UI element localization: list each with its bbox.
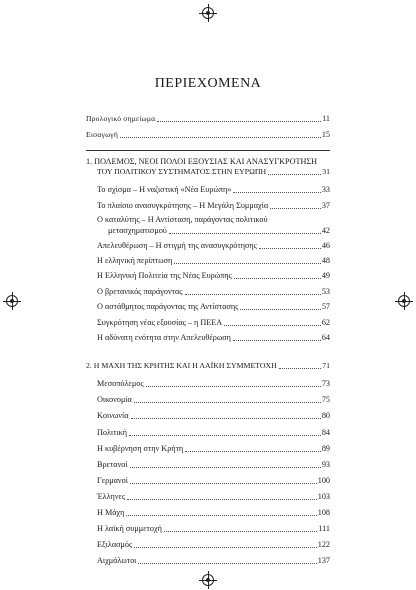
toc-entry-page: 93 — [321, 460, 330, 469]
toc-entry — [97, 540, 330, 550]
toc-entry-label: Απελευθέρωση – Η στιγμή της ανασυγκρότησης — [97, 241, 257, 250]
leader-dots — [270, 207, 321, 209]
chapter-2-page: 71 — [322, 361, 330, 370]
toc-entry — [97, 287, 330, 297]
toc-entry-page: 48 — [321, 256, 330, 265]
registration-mark-right — [398, 295, 410, 307]
toc-entry-label: Εισαγωγή — [86, 130, 119, 139]
toc-entry-label: Προλογικό σημείωμα — [86, 114, 156, 123]
toc-entry-page: 64 — [321, 333, 330, 342]
toc-entry-page: 122 — [317, 540, 330, 549]
toc-entry — [97, 201, 330, 211]
leader-dots — [259, 247, 321, 249]
leader-dots — [129, 434, 321, 436]
leader-dots — [279, 367, 321, 369]
toc-entry-page: 84 — [321, 428, 330, 437]
toc-entry-label: Οικονομία — [97, 395, 132, 404]
registration-mark-left — [6, 295, 18, 307]
leader-dots — [120, 136, 321, 138]
leader-dots — [169, 232, 321, 234]
leader-dots — [185, 293, 321, 295]
leader-dots — [134, 546, 316, 548]
toc-entry-label: Το σχίσμα – Η ναζιστική «Νέα Ευρώπη» — [97, 185, 232, 194]
leader-dots — [138, 562, 316, 564]
toc-entry-label: Γερμανοί — [97, 476, 128, 485]
toc-entry-page: 73 — [321, 379, 330, 388]
toc-entry — [97, 395, 330, 405]
toc-entry-label: Η ελληνική περίπτωση — [97, 256, 173, 265]
toc-entry-page: 46 — [321, 241, 330, 250]
toc-entry-page: 103 — [317, 492, 330, 501]
leader-dots — [268, 173, 321, 175]
toc-entry — [97, 492, 330, 502]
toc-entry-label-line2: μετασχηματισμού — [108, 226, 167, 235]
toc-entry-page: 15 — [321, 130, 330, 139]
toc-entry — [97, 241, 330, 251]
toc-entry-page: 42 — [321, 226, 330, 235]
toc-entry-page: 89 — [321, 444, 330, 453]
leader-dots — [233, 339, 321, 341]
leader-dots — [240, 308, 320, 310]
toc-entry — [97, 508, 330, 518]
toc-entry — [97, 556, 330, 566]
toc-entry — [97, 379, 330, 389]
leader-dots — [131, 417, 321, 419]
leader-dots — [234, 277, 321, 279]
chapter-1-heading — [97, 167, 330, 177]
leader-dots — [164, 530, 317, 532]
leader-dots — [157, 120, 321, 122]
toc-entry-label: Η Μάχη — [97, 508, 125, 517]
toc-entry-label: Πολιτική — [97, 428, 127, 437]
toc-entry-page: 137 — [317, 556, 330, 565]
leader-dots — [126, 514, 316, 516]
toc-entry — [97, 302, 330, 312]
leader-dots — [233, 191, 320, 193]
toc-entry-label: Κοινωνία — [97, 411, 129, 420]
toc-entry-label: Το πλαίσιο ανασυγκρότησης – Η Μεγάλη Συμμαχία — [97, 201, 269, 210]
toc-entry-page: 53 — [321, 287, 330, 296]
toc-entry-label: Η αδύνατη ενότητα στην Απελευθέρωση — [97, 333, 231, 342]
toc-entry — [97, 318, 330, 328]
toc-entry-label: Βρετανοί — [97, 460, 128, 469]
toc-entry-label: Η Ελληνική Πολιτεία της Νέας Ευρώπης — [97, 271, 232, 280]
toc-entry-page: 100 — [317, 476, 330, 485]
registration-mark-bottom — [202, 574, 214, 586]
toc-entry-page: 62 — [321, 318, 330, 327]
toc-entry — [97, 271, 330, 281]
toc-entry-label: Ο αστάθμητος παράγοντας της Αντίστασης — [97, 302, 239, 311]
leader-dots — [185, 450, 321, 452]
toc-entry — [97, 476, 330, 486]
toc-entry-label: Η λαϊκή συμμετοχή — [97, 524, 162, 533]
leader-dots — [130, 482, 317, 484]
toc-entry — [97, 256, 330, 266]
leader-dots — [127, 498, 317, 500]
toc-entry-label: Η κυβέρνηση στην Κρήτη — [97, 444, 184, 453]
toc-entry-page: 80 — [321, 411, 330, 420]
toc-entry — [97, 333, 330, 343]
chapter-1-page: 31 — [322, 167, 330, 176]
toc-entry-page: 108 — [317, 508, 330, 517]
page-title: ΠΕΡΙΕΧΟΜΕΝΑ — [154, 76, 262, 91]
toc-entry-label-line1: Ο καταλύτης – Η Αντίσταση, παράγοντας πολιτικού — [97, 215, 268, 224]
toc-entry-label: Ο βρετανικός παράγοντας — [97, 287, 183, 296]
toc-entry-label: Αιχμάλωτοι — [97, 556, 137, 565]
toc-entry-page: 37 — [321, 201, 330, 210]
leader-dots — [134, 401, 321, 403]
chapter-2-heading — [86, 361, 330, 371]
toc-entry — [97, 428, 330, 438]
toc-entry-introduction — [86, 130, 330, 140]
leader-dots — [146, 385, 321, 387]
leader-dots — [130, 466, 321, 468]
toc-entry — [97, 444, 330, 454]
toc-entry-label: Συγκρότηση νέας εξουσίας – η ΠΕΕΑ — [97, 318, 223, 327]
toc-entry-page: 11 — [322, 114, 330, 123]
toc-entry — [97, 524, 330, 534]
toc-entry-page: 111 — [318, 524, 330, 533]
toc-entry-prologue — [86, 114, 330, 124]
toc-entry — [97, 185, 330, 195]
chapter-2-title: 2. Η ΜΑΧΗ ΤΗΣ ΚΡΗΤΗΣ ΚΑΙ Η ΛΑΪΚΗ ΣΥΜΜΕΤΟΧΗ — [86, 361, 277, 370]
toc-entry — [97, 460, 330, 470]
toc-entry-page: 57 — [321, 302, 330, 311]
toc-entry-label: Εξιλασμός — [97, 540, 133, 549]
toc-entry — [108, 226, 330, 236]
registration-mark-top — [202, 7, 214, 19]
section-divider — [86, 150, 330, 151]
leader-dots — [224, 324, 321, 326]
toc-entry-label: Μεσοπόλεμος — [97, 379, 144, 388]
toc-entry-page: 75 — [321, 395, 330, 404]
toc-entry — [97, 411, 330, 421]
toc-entry-page: 49 — [321, 271, 330, 280]
chapter-1-title-line1: 1. ΠΟΛΕΜΟΣ, ΝΕΟΙ ΠΟΛΟΙ ΕΞΟΥΣΙΑΣ ΚΑΙ ΑΝΑΣΥΓΚΡΟΤΗΣΗ — [86, 157, 318, 166]
toc-entry-label: Έλληνες — [97, 492, 126, 501]
toc-entry-page: 33 — [321, 185, 330, 194]
leader-dots — [174, 262, 321, 264]
chapter-1-title-line2: ΤΟΥ ΠΟΛΙΤΙΚΟΥ ΣΥΣΤΗΜΑΤΟΣ ΣΤΗΝ ΕΥΡΩΠΗ — [97, 167, 267, 176]
